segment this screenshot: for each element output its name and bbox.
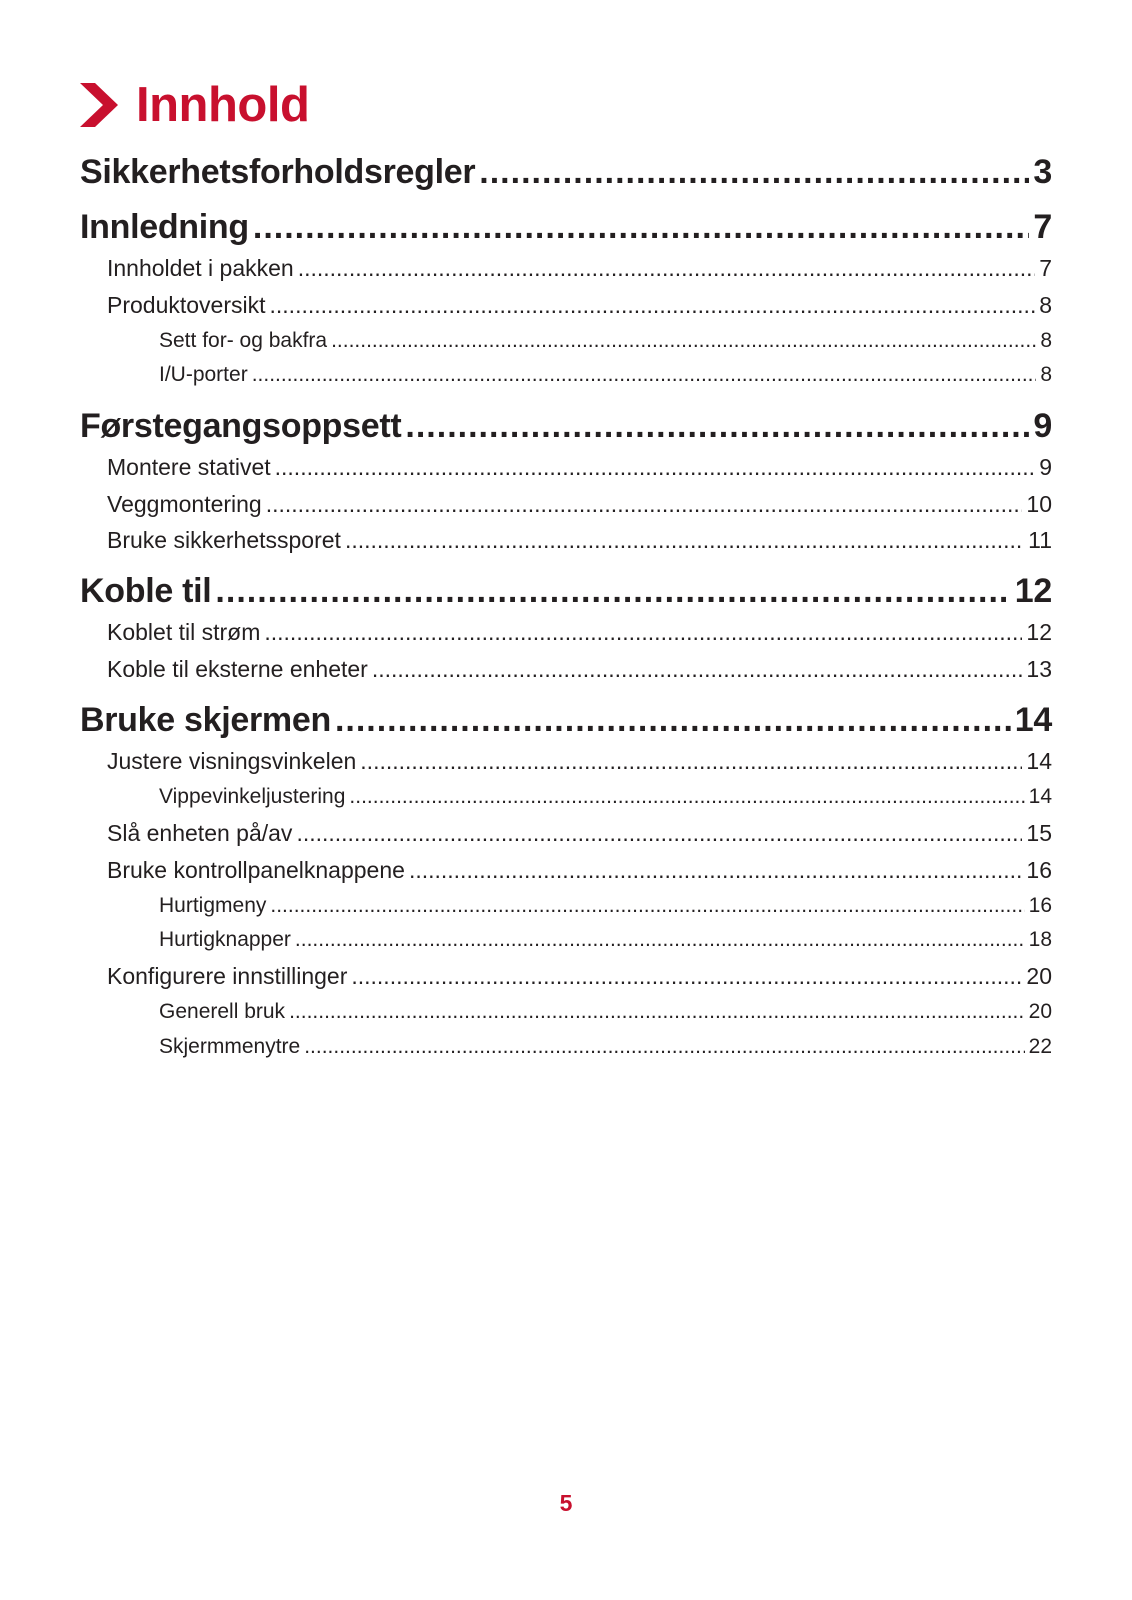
toc-entry-page: 20 bbox=[1026, 963, 1052, 989]
chevron-right-icon bbox=[80, 83, 118, 127]
toc-entry-label: Innledning bbox=[80, 208, 249, 246]
toc-entry-page: 13 bbox=[1026, 656, 1052, 682]
toc-entry[interactable] bbox=[80, 618, 1052, 646]
toc-entry-label: Slå enheten på/av bbox=[107, 820, 293, 846]
toc-entry[interactable] bbox=[80, 406, 1052, 446]
toc-entry-page: 8 bbox=[1040, 363, 1052, 386]
toc-entry-label: Bruke skjermen bbox=[80, 701, 331, 739]
toc-entry-page: 11 bbox=[1028, 527, 1052, 553]
toc-leader-dots bbox=[349, 784, 1024, 810]
toc-entry[interactable] bbox=[80, 784, 1052, 810]
toc-entry-page: 16 bbox=[1026, 857, 1052, 883]
toc-leader-dots bbox=[253, 207, 1030, 247]
toc-entry-page: 10 bbox=[1026, 491, 1052, 517]
toc-entry-label: Koble til eksterne enheter bbox=[107, 656, 368, 682]
toc-entry[interactable] bbox=[80, 254, 1052, 282]
toc-entry[interactable] bbox=[80, 152, 1052, 192]
toc-entry-page: 3 bbox=[1033, 153, 1052, 191]
toc-entry[interactable] bbox=[80, 328, 1052, 354]
toc-entry-page: 12 bbox=[1014, 572, 1052, 610]
toc-entry[interactable] bbox=[80, 999, 1052, 1025]
toc-leader-dots bbox=[252, 362, 1037, 388]
page-header bbox=[80, 76, 309, 134]
toc-entry-label: Produktoversikt bbox=[107, 292, 266, 318]
toc-leader-dots bbox=[275, 453, 1036, 481]
toc-leader-dots bbox=[264, 618, 1022, 646]
toc-leader-dots bbox=[270, 291, 1036, 319]
toc-entry[interactable] bbox=[80, 747, 1052, 775]
toc-leader-dots bbox=[345, 526, 1024, 554]
toc-entry-label: Bruke kontrollpanelknappene bbox=[107, 857, 405, 883]
toc-leader-dots bbox=[215, 571, 1010, 611]
toc-leader-dots bbox=[405, 406, 1029, 446]
toc-leader-dots bbox=[289, 999, 1025, 1025]
toc-leader-dots bbox=[298, 254, 1036, 282]
toc-entry-page: 14 bbox=[1028, 785, 1052, 808]
toc-entry-page: 9 bbox=[1033, 407, 1052, 445]
toc-entry[interactable] bbox=[80, 207, 1052, 247]
toc-entry-label: Koble til bbox=[80, 572, 212, 610]
toc-entry-label: Skjermmenytre bbox=[159, 1035, 301, 1058]
toc-entry-label: Hurtigmeny bbox=[159, 894, 267, 917]
toc-entry[interactable] bbox=[80, 962, 1052, 990]
toc-entry-page: 20 bbox=[1028, 1000, 1052, 1023]
toc-entry-page: 15 bbox=[1026, 820, 1052, 846]
toc-entry-label: Montere stativet bbox=[107, 454, 271, 480]
toc-leader-dots bbox=[351, 962, 1022, 990]
page-title: Innhold bbox=[136, 77, 310, 132]
toc-entry-page: 8 bbox=[1040, 329, 1052, 352]
toc-leader-dots bbox=[372, 655, 1023, 683]
toc-leader-dots bbox=[270, 893, 1024, 919]
toc-entry-page: 14 bbox=[1026, 748, 1052, 774]
toc-entry[interactable] bbox=[80, 700, 1052, 740]
toc-entry[interactable] bbox=[80, 453, 1052, 481]
toc-leader-dots bbox=[296, 819, 1022, 847]
toc-entry-label: Koblet til strøm bbox=[107, 619, 261, 645]
toc-entry[interactable] bbox=[80, 571, 1052, 611]
toc-entry-label: I/U-porter bbox=[159, 363, 248, 386]
toc-leader-dots bbox=[331, 328, 1036, 354]
toc-entry-label: Konfigurere innstillinger bbox=[107, 963, 348, 989]
toc-entry[interactable] bbox=[80, 856, 1052, 884]
toc-entry[interactable] bbox=[80, 655, 1052, 683]
toc-leader-dots bbox=[304, 1034, 1024, 1060]
toc-leader-dots bbox=[295, 927, 1025, 953]
toc-entry[interactable] bbox=[80, 490, 1052, 518]
toc-leader-dots bbox=[335, 700, 1011, 740]
toc-entry-page: 14 bbox=[1014, 701, 1052, 739]
toc-entry-label: Veggmontering bbox=[107, 491, 262, 517]
toc-entry-page: 12 bbox=[1026, 619, 1052, 645]
toc-entry[interactable] bbox=[80, 291, 1052, 319]
toc-leader-dots bbox=[360, 747, 1022, 775]
toc-leader-dots bbox=[266, 490, 1023, 518]
toc-entry-label: Sikkerhetsforholdsregler bbox=[80, 153, 476, 191]
toc-entry-page: 9 bbox=[1039, 454, 1052, 480]
toc-entry-label: Sett for- og bakfra bbox=[159, 329, 328, 352]
toc-entry-label: Generell bruk bbox=[159, 1000, 286, 1023]
page-number: 5 bbox=[559, 1490, 573, 1516]
toc-leader-dots bbox=[409, 856, 1022, 884]
toc-entry-page: 7 bbox=[1033, 208, 1052, 246]
toc-entry-label: Innholdet i pakken bbox=[107, 255, 294, 281]
toc-leader-dots bbox=[479, 152, 1029, 192]
toc-entry-page: 22 bbox=[1028, 1035, 1052, 1058]
toc-entry[interactable] bbox=[80, 893, 1052, 919]
toc-entry[interactable] bbox=[80, 362, 1052, 388]
toc-entry-label: Hurtigknapper bbox=[159, 928, 291, 951]
toc-entry[interactable] bbox=[80, 927, 1052, 953]
toc-entry-page: 7 bbox=[1039, 255, 1052, 281]
toc-entry-page: 16 bbox=[1028, 894, 1052, 917]
toc-entry-label: Justere visningsvinkelen bbox=[107, 748, 357, 774]
toc-entry-label: Bruke sikkerhetssporet bbox=[107, 527, 341, 553]
toc-entry[interactable] bbox=[80, 526, 1052, 554]
toc-entry-label: Førstegangsoppsett bbox=[80, 407, 402, 445]
toc-entry[interactable] bbox=[80, 819, 1052, 847]
toc-entry-page: 18 bbox=[1028, 928, 1052, 951]
toc-entry-label: Vippevinkeljustering bbox=[159, 785, 346, 808]
toc-entry[interactable] bbox=[80, 1034, 1052, 1060]
toc-entry-page: 8 bbox=[1039, 292, 1052, 318]
